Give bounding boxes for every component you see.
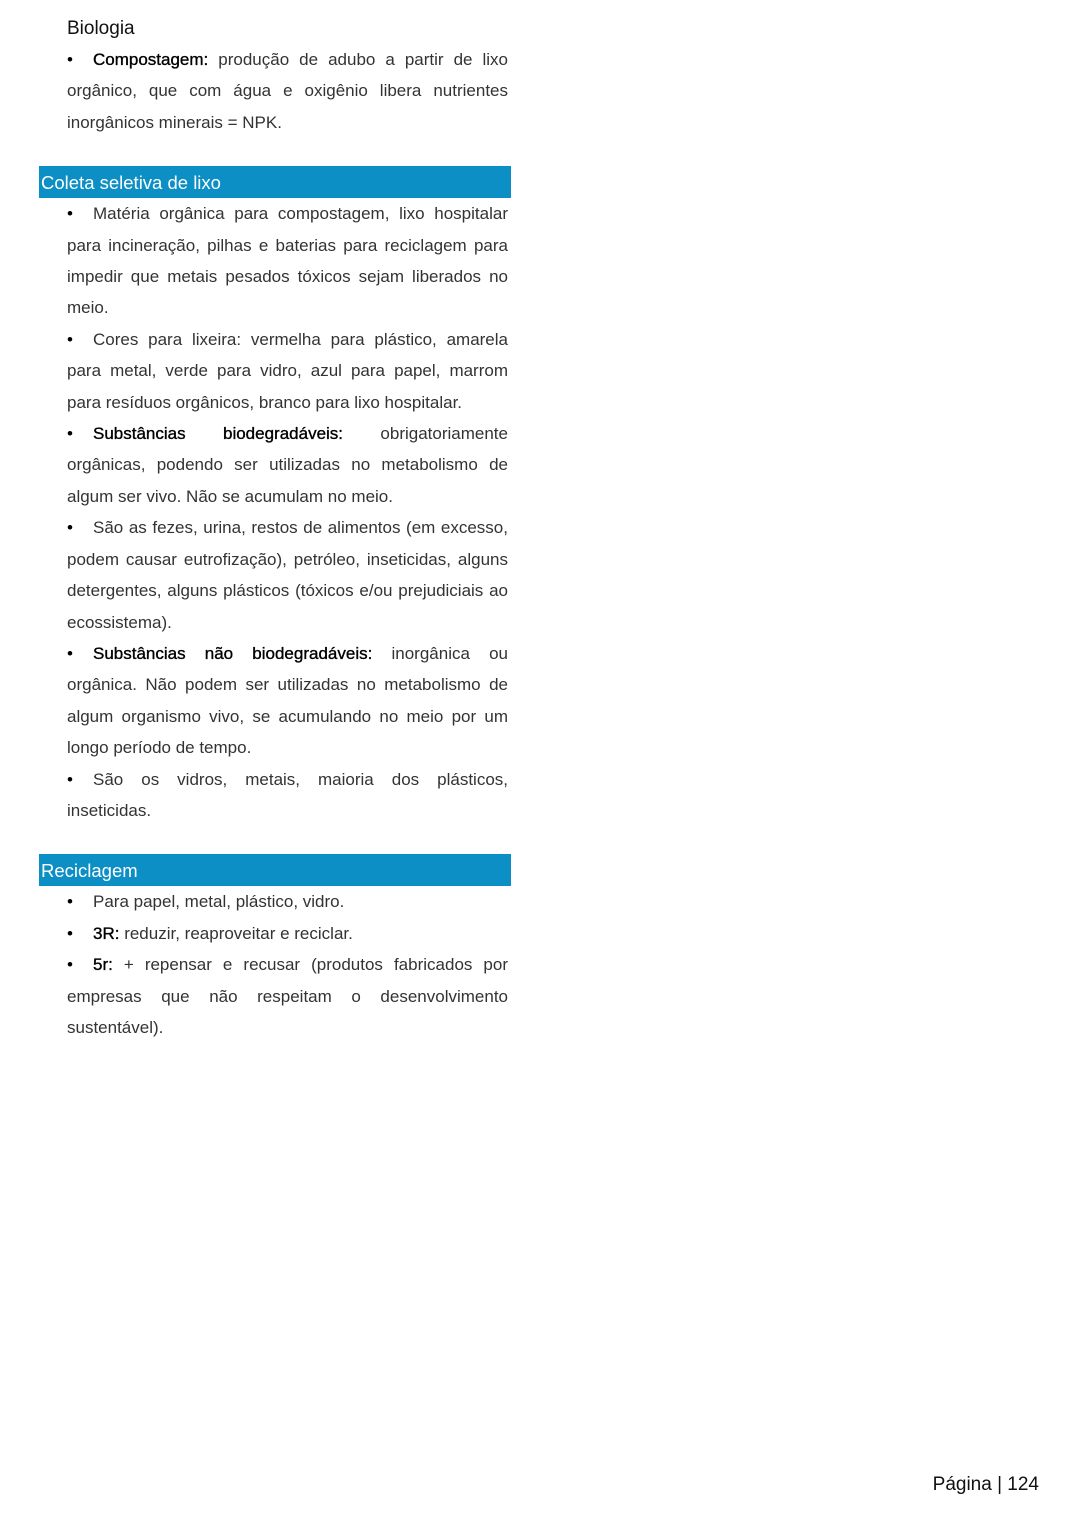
bullet-icon: • xyxy=(67,329,73,349)
subject-title: Biologia xyxy=(67,18,135,39)
bullet-icon: • xyxy=(67,769,73,789)
page-content xyxy=(39,14,511,1043)
section-header-coleta: Coleta seletiva de lixo xyxy=(39,166,511,198)
bullet-icon: • xyxy=(67,892,73,912)
list-item: • Substâncias não biodegradáveis: inorgânica ou orgânica. Não podem ser utilizadas no metabolismo de algum organismo vivo, se acumulando no meio por um longo período de tempo. xyxy=(67,638,508,764)
page-number: Página | 124 xyxy=(932,1474,1039,1495)
list-item: • 5r: + repensar e recusar (produtos fabricados por empresas que não respeitam o desenvolvimento sustentável). xyxy=(67,949,508,1043)
list-item: • Cores para lixeira: vermelha para plástico, amarela para metal, verde para vidro, azul para papel, marrom para resíduos orgânicos, branco para lixo hospitalar. xyxy=(67,324,508,418)
bullet-icon: • xyxy=(67,204,73,224)
list-item: • 3R: reduzir, reaproveitar e reciclar. xyxy=(67,918,508,949)
intro-item: • Compostagem: produção de adubo a partir de lixo orgânico, que com água e oxigênio libera nutrientes inorgânicos minerais = NPK. xyxy=(67,44,508,138)
section-reciclagem-list xyxy=(39,886,511,1043)
bullet-icon: • xyxy=(67,955,73,975)
list-item: • Matéria orgânica para compostagem, lixo hospitalar para incineração, pilhas e baterias para reciclagem para impedir que metais pesados tóxicos sejam liberados no meio. xyxy=(67,198,508,324)
section-header-reciclagem: Reciclagem xyxy=(39,854,511,886)
section-coleta-list xyxy=(39,198,511,826)
list-item: • São as fezes, urina, restos de alimentos (em excesso, podem causar eutrofização), petróleo, inseticidas, alguns detergentes, alguns plásticos (tóxicos e/ou prejudiciais ao ecossistema). xyxy=(67,512,508,638)
bullet-icon: • xyxy=(67,923,73,943)
list-item: • São os vidros, metais, maioria dos plásticos, inseticidas. xyxy=(67,764,508,827)
bullet-icon: • xyxy=(67,424,73,444)
bullet-icon: • xyxy=(67,50,73,69)
bullet-icon: • xyxy=(67,643,73,663)
bullet-icon: • xyxy=(67,518,73,538)
list-item: • Substâncias biodegradáveis: obrigatoriamente orgânicas, podendo ser utilizadas no metabolismo de algum ser vivo. Não se acumulam no meio. xyxy=(67,418,508,512)
list-item: • Para papel, metal, plástico, vidro. xyxy=(67,886,508,917)
